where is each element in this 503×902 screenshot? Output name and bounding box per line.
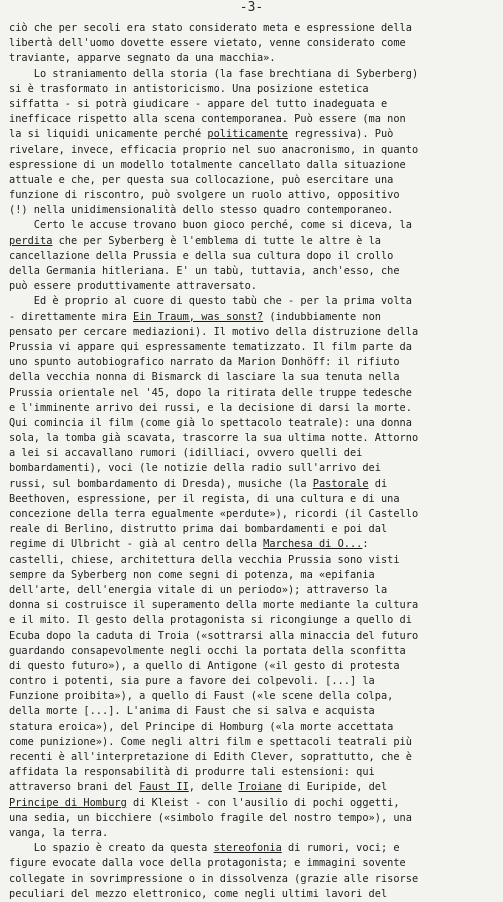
text-segment: statura eroica»), del Principe di Homburg («la morte accettata — [9, 720, 394, 733]
text-segment: guardando consapevolmente negli occhi la portata della sconfitta — [9, 644, 406, 657]
text-segment: e l'imminente arrivo dei russi, e la decisione di darsi la morte. — [9, 401, 412, 414]
text-line — [9, 841, 499, 856]
text-line — [9, 598, 499, 613]
text-segment: siffatta - si potrà giudicare - appare del tutto inadeguata e — [9, 97, 388, 110]
text-line — [9, 82, 499, 97]
text-segment: concezione della terra egualmente «perdute»), ricordi (il Castello — [9, 508, 419, 520]
text-segment: espressione di un modello totalmente cancellato dalla situazione — [9, 158, 406, 171]
text-segment: ciò che per secoli era stato considerato meta e espressione della — [9, 22, 412, 34]
text-line — [9, 431, 499, 446]
text-segment: : — [362, 538, 369, 551]
text-line — [9, 872, 499, 887]
text-segment: funzione di riscontro, può svolgere un ruolo attivo, oppositivo — [9, 189, 400, 202]
underlined-title: Ein Traum, was sonst? — [133, 310, 264, 323]
text-line — [9, 51, 499, 66]
text-segment: - direttamente mira — [9, 310, 133, 323]
text-segment: affidata la responsabilità di produrre tali estensioni: qui — [9, 766, 375, 779]
text-line — [9, 97, 499, 112]
text-line — [9, 887, 499, 902]
text-segment: a lei si accavallano rumori (idilliaci, ovvero quelli dei — [9, 447, 363, 460]
text-line — [9, 340, 499, 355]
text-line — [9, 780, 499, 795]
text-line — [9, 750, 499, 765]
text-segment: reale di Berlino, distrutto prima dai bombardamenti e poi dal — [9, 523, 388, 536]
text-segment: pensato per cercare mediazioni). Il motivo della distruzione della — [9, 325, 419, 338]
text-line — [9, 264, 499, 279]
text-line — [9, 36, 499, 51]
text-segment: vanga, la terra. — [9, 826, 109, 839]
text-segment: di rumori, voci; e — [281, 842, 400, 855]
text-line — [9, 613, 499, 628]
text-segment: dell'arte, dell'energia vitale di un periodo»); attraverso la — [9, 583, 388, 596]
text-segment: (indubbiamente non — [263, 310, 381, 323]
text-segment: donna si costruisce il superamento della morte mediante la cultura — [9, 599, 419, 612]
text-segment: che per Syberberg è l'emblema di tutte le altre è la — [52, 234, 381, 247]
text-line — [9, 143, 499, 158]
text-segment: Funzione proibita»), a quello di Faust («le scene della colpa, — [9, 690, 394, 703]
text-line — [9, 279, 499, 294]
text-line — [9, 796, 499, 811]
text-line — [9, 446, 499, 461]
text-line — [9, 21, 499, 36]
text-line — [9, 218, 499, 233]
text-segment: Ecuba dopo la caduta di Troia («sottrarsi alla minaccia del futuro — [9, 629, 419, 642]
text-line — [9, 67, 499, 82]
text-segment: la si liquidi unicamente perché — [9, 128, 208, 141]
text-segment: figure evocate dalla voce della protagonista; e immagini sovente — [9, 857, 406, 870]
underlined-title: stereofonia — [213, 842, 282, 855]
text-segment: della Germania hitleriana. E' un tabù, tuttavia, anch'esso, che — [9, 265, 400, 277]
text-line — [9, 507, 499, 522]
text-line — [9, 401, 499, 416]
text-line — [9, 568, 499, 583]
text-line — [9, 112, 499, 127]
text-line — [9, 735, 499, 750]
text-segment: della vecchia nonna di Bismarck di lasciare la sua tenuta nella — [9, 371, 400, 384]
text-segment: di Kleist - con l'ausilio di pochi oggetti, — [126, 796, 400, 809]
text-line — [9, 689, 499, 704]
text-line — [9, 477, 499, 492]
text-segment: inefficace rispetto alla scena contemporanea. Può essere (ma non — [9, 113, 406, 126]
underlined-title: perdita — [9, 234, 53, 247]
text-segment: bombardamenti), voci (le notizie della radio sull'arrivo dei — [9, 462, 381, 475]
text-segment: può essere produttivamente attraversato. — [9, 280, 257, 293]
text-segment: Lo straniamento della storia (la fase brechtiana di Syberberg) — [9, 67, 419, 80]
text-segment: , delle — [188, 781, 239, 794]
text-line — [9, 583, 499, 598]
text-line — [9, 461, 499, 476]
text-segment: attuale e che, per questa sua collocazione, può esercitare una — [9, 173, 394, 186]
underlined-title: Troiane — [238, 781, 282, 794]
text-segment: una sedia, un bicchiere («simbolo fragile del nostro tempo»), una — [9, 811, 412, 824]
text-line — [9, 674, 499, 689]
text-segment: e il mito. Il gesto della protagonista si ricongiunge a quello di — [9, 614, 412, 627]
text-segment: traviante, apparve segnato da una macchia». — [9, 52, 276, 65]
text-line — [9, 811, 499, 826]
text-segment: attraverso brani del — [9, 781, 140, 794]
text-line — [9, 720, 499, 735]
text-segment: regime di Ulbricht - già al centro della — [9, 538, 264, 551]
text-line — [9, 158, 499, 173]
text-segment: russi, sul bombardamento di Dresda), musiche (la — [9, 477, 313, 490]
text-segment: di — [368, 477, 388, 490]
underlined-title: Pastorale — [312, 477, 369, 490]
text-segment: di Euripide, del — [281, 781, 388, 794]
text-segment: di questo futuro»), a quello di Antigone («il gesto di protesta — [9, 659, 400, 672]
text-segment: della morte [...]. L'anima di Faust che si salva e acquista — [9, 705, 375, 718]
text-segment: Lo spazio è creato da questa — [9, 842, 214, 855]
text-segment: cancellazione della Prussia e della sua cultura dopo il crollo — [9, 249, 394, 262]
text-segment: recenti è all'interpretazione di Edith Clever, soprattutto, che è — [9, 751, 412, 763]
text-segment: come punizione»). Come negli altri film e spettacoli teatrali più — [9, 735, 412, 748]
text-segment: Certo le accuse trovano buon gioco perché, come si diceva, la — [9, 219, 412, 232]
text-segment: collegate in sovrimpressione o in dissolvenza (grazie alle risorse — [9, 872, 419, 885]
text-line — [9, 294, 499, 309]
text-line — [9, 355, 499, 370]
text-line — [9, 127, 499, 142]
text-line — [9, 856, 499, 871]
text-segment: sempre da Syberberg non come segni di potenza, ma «epifania — [9, 568, 375, 581]
text-segment: (!) nella unidimensionalità dello stesso quadro contemporaneo. — [9, 204, 394, 217]
text-line — [9, 492, 499, 507]
text-segment: contro i potenti, sia pure a favore dei colpevoli. [...] la — [9, 675, 375, 688]
text-line — [9, 249, 499, 264]
text-line — [9, 310, 499, 325]
text-segment: Prussia orientale nel '45, dopo la ritirata delle truppe tedesche — [9, 386, 412, 399]
text-line — [9, 659, 499, 674]
text-segment: si è trasformato in antistoricismo. Una posizione estetica — [9, 82, 369, 95]
text-line — [9, 386, 499, 401]
text-line — [9, 173, 499, 188]
body-text — [9, 21, 499, 902]
text-segment: libertà dell'uomo dovette essere vietato, venne considerato come — [9, 37, 406, 50]
text-segment: castelli, chiese, architettura della vecchia Prussia sono visti — [9, 553, 400, 566]
text-line — [9, 826, 499, 841]
text-line — [9, 370, 499, 385]
text-line — [9, 522, 499, 537]
text-line — [9, 325, 499, 340]
text-segment: Ed è proprio al cuore di questo tabù che - per la prima volta — [9, 295, 412, 308]
underlined-title: politicamente — [207, 128, 288, 141]
text-line — [9, 553, 499, 568]
text-line — [9, 234, 499, 249]
page-number: -3- — [239, 0, 264, 15]
underlined-title: Marchesa di O... — [263, 538, 363, 551]
text-segment: Prussia vi appare qui espressamente tematizzato. Il film parte da — [9, 340, 412, 353]
text-segment: rivelare, invece, efficacia proprio nel suo anacronismo, in quanto — [9, 143, 419, 156]
text-line — [9, 203, 499, 218]
underlined-title: Faust II — [139, 781, 189, 794]
text-segment: uno spunto autobiografico narrato da Marion Donhöff: il rifiuto — [9, 356, 400, 369]
text-segment: Qui comincia il film (come già lo spettacolo teatrale): una donna — [9, 416, 412, 429]
text-line — [9, 416, 499, 431]
text-segment: sola, la tomba già scavata, trascorre la sua ultima notte. Attorno — [9, 432, 419, 445]
text-line — [9, 765, 499, 780]
text-line — [9, 704, 499, 719]
text-line — [9, 644, 499, 659]
text-segment: Beethoven, espressione, per il regista, di una cultura e di una — [9, 492, 400, 505]
text-line — [9, 537, 499, 552]
underlined-title: Principe di Homburg — [9, 796, 127, 809]
text-line — [9, 629, 499, 644]
text-segment: peculiari del mezzo elettronico, come negli ultimi lavori del — [9, 887, 388, 900]
text-line — [9, 188, 499, 203]
text-segment: regressiva). Può — [287, 128, 394, 141]
